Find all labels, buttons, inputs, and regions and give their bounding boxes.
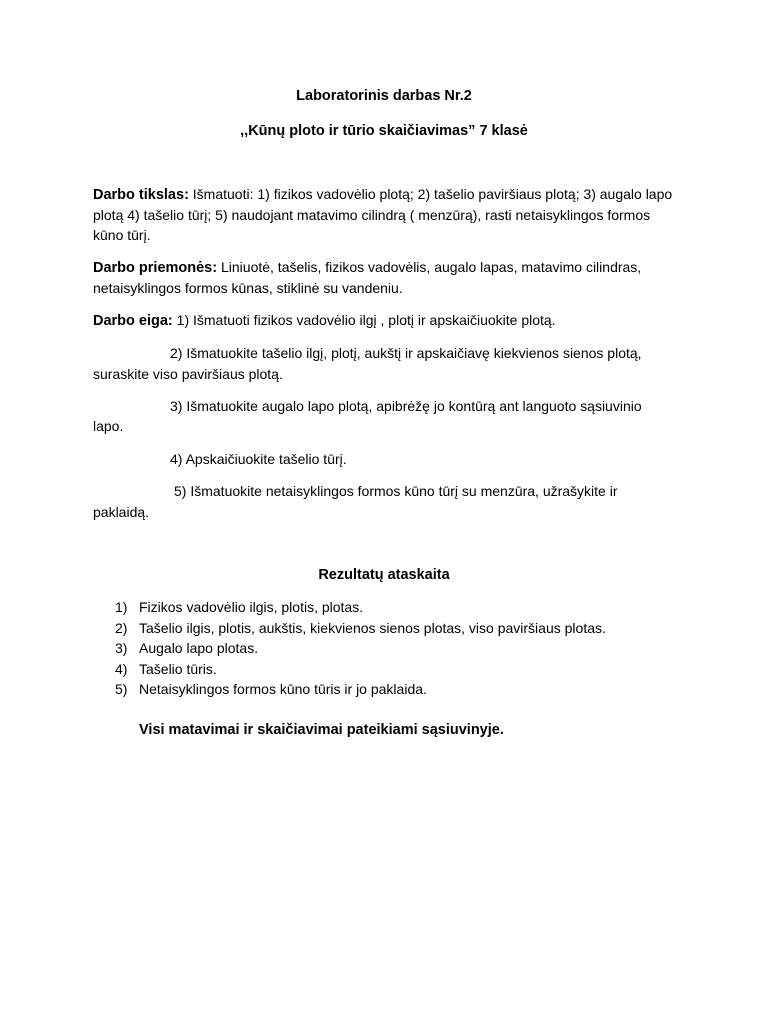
tools-line-1 <box>93 257 641 278</box>
list-item-text: Netaisyklingos formos kūno tūris ir jo paklaida. <box>139 681 427 697</box>
goal-label: Darbo tikslas: <box>93 187 189 203</box>
list-item-text: Tašelio tūris. <box>139 661 217 677</box>
goal-line-1 <box>93 184 672 205</box>
procedure-step-1: 1) Išmatuoti fizikos vadovėlio ilgį , plotį ir apskaičiuokite plotą. <box>172 312 556 328</box>
document-title: Laboratorinis darbas Nr.2 <box>296 88 472 104</box>
procedure-step-4: 4) Apskaičiuokite tašelio tūrį. <box>170 451 347 467</box>
document-subtitle: ,,Kūnų ploto ir tūrio skaičiavimas” 7 klasė <box>240 123 528 139</box>
list-item-number: 1) <box>115 599 128 615</box>
list-item-text: Augalo lapo plotas. <box>139 640 259 656</box>
list-item-number: 4) <box>115 661 128 677</box>
procedure-label: Darbo eiga: <box>93 313 173 329</box>
tools-label: Darbo priemonės: <box>93 260 218 276</box>
procedure-line-1 <box>93 310 556 331</box>
tools-text-1: Liniuotė, tašelis, fizikos vadovėlis, augalo lapas, matavimo cilindras, <box>217 259 642 275</box>
goal-text-1: Išmatuoti: 1) fizikos vadovėlio plotą; 2) tašelio paviršiaus plotą; 3) augalo lapo <box>188 186 673 202</box>
tools-line-2: netaisyklingos formos kūnas, stiklinė su vandeniu. <box>93 280 403 296</box>
list-item-text: Fizikos vadovėlio ilgis, plotis, plotas. <box>139 599 364 615</box>
results-note: Visi matavimai ir skaičiavimai pateikiami sąsiuvinyje. <box>139 722 504 738</box>
list-item-text: Tašelio ilgis, plotis, aukštis, kiekvienos sienos plotas, viso paviršiaus plotas. <box>139 620 606 636</box>
list-item-number: 2) <box>115 620 128 636</box>
procedure-step-5-line-1: 5) Išmatuokite netaisyklingos formos kūno tūrį su menzūra, užrašykite ir <box>174 483 618 499</box>
list-item-number: 5) <box>115 681 128 697</box>
procedure-step-2-line-2: suraskite viso paviršiaus plotą. <box>93 366 283 382</box>
goal-line-2: plotą 4) tašelio tūrį; 5) naudojant matavimo cilindrą ( menzūrą), rasti netaisyklingos formos <box>93 207 651 223</box>
procedure-step-3-line-2: lapo. <box>93 418 124 434</box>
procedure-step-3-line-1: 3) Išmatuokite augalo lapo plotą, apibrėžę jo kontūrą ant languoto sąsiuvinio <box>170 398 642 414</box>
results-heading: Rezultatų ataskaita <box>318 567 450 583</box>
list-item-number: 3) <box>115 640 128 656</box>
procedure-step-2-line-1: 2) Išmatuokite tašelio ilgį, plotį, aukštį ir apskaičiavę kiekvienos sienos plotą, <box>170 345 642 361</box>
procedure-step-5-line-2: paklaidą. <box>93 504 150 520</box>
goal-line-3: kūno tūrį. <box>93 227 151 243</box>
